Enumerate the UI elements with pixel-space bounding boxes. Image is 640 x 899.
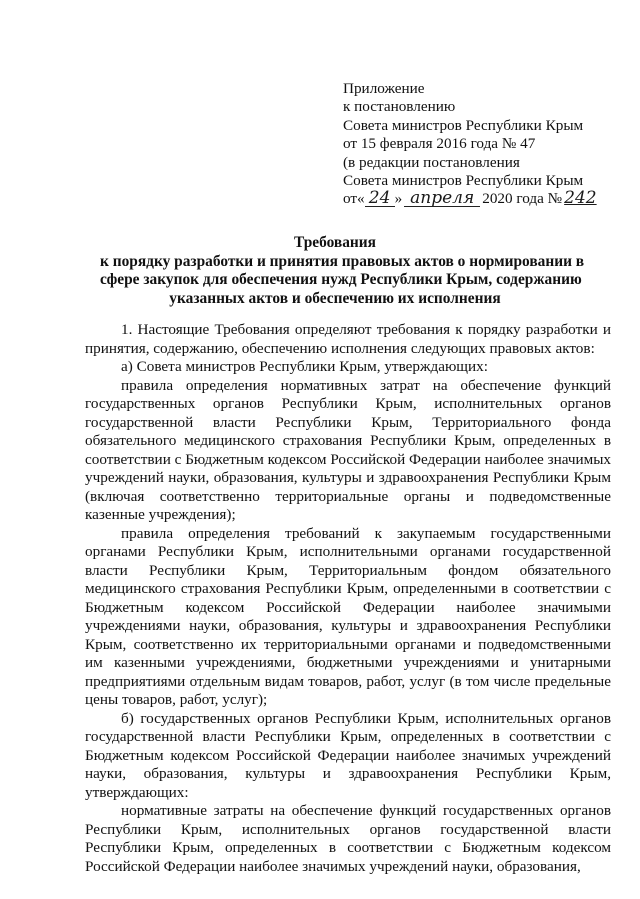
paragraph: 1. Настоящие Требования определяют требования к порядку разработки и принятия, содержанию, обеспечению исполнения следующих правовых актов: (85, 321, 611, 357)
paragraph: правила определения нормативных затрат на обеспечение функций государственных органов Республики Крым, исполнительных органов государственной власти Республики Крым, Территориального фонда обязательного медицинского страхования Республики Крым, определенных в соответствии с Бюджетным кодексом Российской Федерации наиболее значимых учреждений науки, образования, культуры и здравоохранения Республики Крым (включая соответственно территориальные органы и подведомственные казенные учреждения); (85, 376, 611, 523)
handwritten-number: 242 (564, 188, 597, 209)
paragraph: нормативные затраты на обеспечение функций государственных органов Республики Крым, исполнительных органов государственной власти Республики Крым, определенных в соответствии с Бюджетным кодексом Российской Федерации наиболее значимых учреждений науки, образования, (85, 802, 611, 875)
document-body (85, 321, 611, 876)
appendix-line: от 15 февраля 2016 года № 47 (343, 135, 536, 153)
document-title (100, 234, 585, 308)
paragraph: а) Совета министров Республики Крым, утверждающих: (121, 358, 488, 375)
title-line: сфере закупок для обеспечения нужд Республики Крым, содержанию (100, 271, 582, 289)
title-line: указанных актов и обеспечению их исполнения (169, 289, 501, 307)
appendix-line: к постановлению (343, 98, 456, 116)
appendix-line: Приложение (343, 80, 425, 97)
appendix-line: (в редакции постановления (343, 153, 520, 171)
paragraph: б) государственных органов Республики Крым, исполнительных органов государственной власти Республики Крым, определенных в соответствии с Бюджетным кодексом Российской Федерации наиболее значимых учреждений науки, образования, культуры и здравоохранения Республики Крым, утверждающих: (85, 709, 611, 801)
title-heading: Требования (294, 234, 376, 251)
handwritten-day: 24 (365, 190, 395, 207)
date-prefix: от« (343, 190, 365, 208)
appendix-header (343, 80, 618, 209)
appendix-line: Совета министров Республики Крым (343, 116, 584, 134)
title-line: к порядку разработки и принятия правовых актов о нормировании в (100, 252, 585, 270)
date-year: 2020 года № (482, 190, 563, 208)
amendment-date-line (343, 190, 618, 208)
date-mid: » (394, 190, 403, 208)
appendix-line: Совета министров Республики Крым (343, 172, 584, 190)
handwritten-month: апреля (404, 190, 480, 207)
paragraph: правила определения требований к закупаемым государственными органами Республики Крым, исполнительными органами государственной власти Республики Крым, Территориальным фондом обязательного медицинского страхования Республики Крым, определенными в соответствии с Бюджетным кодексом Российской Федерации наиболее значимыми учреждениями науки, образования, культуры и здравоохранения Республики Крым, соответственно их территориальными органами и подведомственными им казенными учреждениями, бюджетными учреждениями и унитарными предприятиями отдельным видам товаров, работ, услуг (в том числе предельные цены товаров, работ, услуг); (85, 524, 611, 708)
